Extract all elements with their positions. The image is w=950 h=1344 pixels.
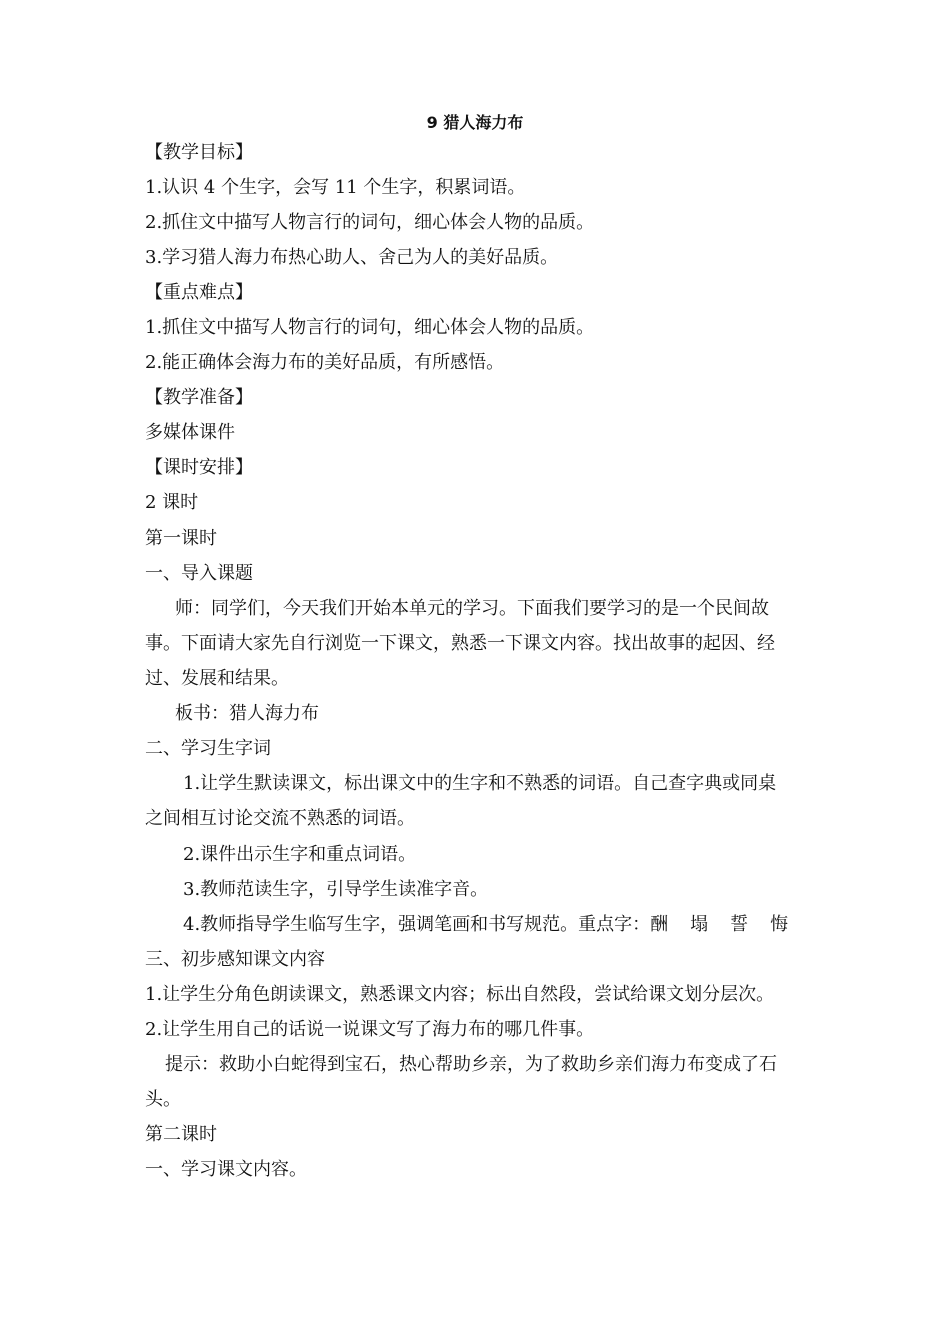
paragraph-line: 1.让学生默读课文，标出课文中的生字和不熟悉的词语。自己查字典或同桌	[183, 773, 777, 794]
lesson2-heading: 第二课时	[145, 1124, 217, 1145]
key-heading: 【重点难点】	[145, 282, 253, 303]
read-item: 1.让学生分角色朗读课文，熟悉课文内容；标出自然段，尝试给课文划分层次。	[145, 984, 775, 1005]
schedule-text: 2 课时	[145, 492, 199, 513]
part1-heading: 一、导入课题	[145, 563, 253, 584]
key-char: 酬	[650, 914, 669, 935]
lesson2-part1-heading: 一、学习课文内容。	[145, 1159, 307, 1180]
lesson1-heading: 第一课时	[145, 528, 217, 549]
step-item: 3.教师范读生字，引导学生读准字音。	[183, 879, 489, 900]
schedule-heading: 【课时安排】	[145, 457, 253, 478]
step-text: 4.教师指导学生临写生字，强调笔画和书写规范。重点字：	[183, 914, 651, 935]
key-char: 悔	[770, 914, 789, 935]
paragraph-line: 过、发展和结果。	[145, 668, 289, 689]
goal-item: 1.认识 4 个生字，会写 11 个生字，积累词语。	[145, 177, 526, 198]
part3-heading: 三、初步感知课文内容	[145, 949, 325, 970]
read-item: 2.让学生用自己的话说一说课文写了海力布的哪几件事。	[145, 1019, 595, 1040]
key-char: 誓	[730, 914, 749, 935]
paragraph-line: 师：同学们，今天我们开始本单元的学习。下面我们要学习的是一个民间故	[175, 598, 769, 619]
board-text: 板书：猎人海力布	[175, 703, 319, 724]
prep-text: 多媒体课件	[145, 422, 235, 443]
hint-line: 头。	[145, 1089, 181, 1110]
step-item-key-chars	[183, 913, 788, 937]
key-item: 1.抓住文中描写人物言行的词句，细心体会人物的品质。	[145, 317, 595, 338]
part2-heading: 二、学习生字词	[145, 738, 271, 759]
key-char: 塌	[690, 914, 709, 935]
goal-item: 2.抓住文中描写人物言行的词句，细心体会人物的品质。	[145, 212, 595, 233]
key-item: 2.能正确体会海力布的美好品质，有所感悟。	[145, 352, 505, 373]
paragraph-line: 之间相互讨论交流不熟悉的词语。	[145, 808, 415, 829]
paragraph-line: 事。下面请大家先自行浏览一下课文，熟悉一下课文内容。找出故事的起因、经	[145, 633, 775, 654]
goals-heading: 【教学目标】	[145, 142, 253, 163]
document-title: 9 猎人海力布	[426, 113, 524, 132]
step-item: 2.课件出示生字和重点词语。	[183, 844, 417, 865]
goal-item: 3.学习猎人海力布热心助人、舍己为人的美好品质。	[145, 247, 559, 268]
hint-line: 提示：救助小白蛇得到宝石，热心帮助乡亲，为了救助乡亲们海力布变成了石	[165, 1054, 777, 1075]
prep-heading: 【教学准备】	[145, 387, 253, 408]
